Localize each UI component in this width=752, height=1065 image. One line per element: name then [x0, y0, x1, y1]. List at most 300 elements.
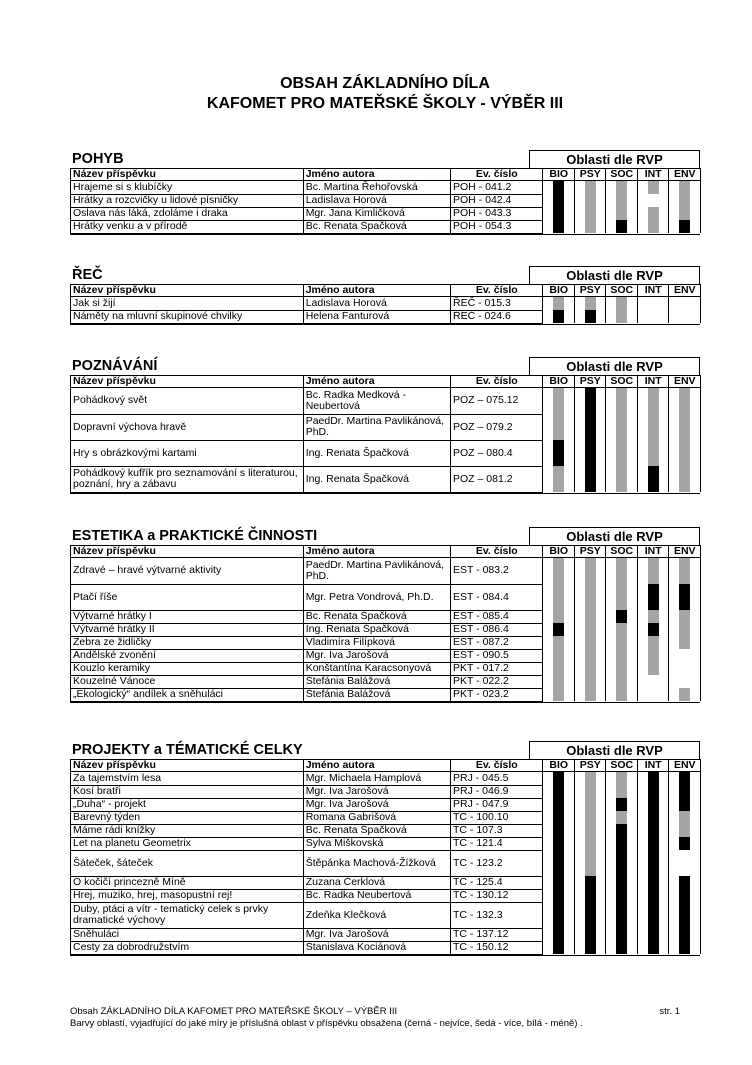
- area-level-bar-int: [648, 310, 659, 323]
- area-level-bar-psy: [585, 811, 596, 824]
- area-cell: [543, 876, 575, 889]
- row-author: Romana Gabrišová: [303, 811, 450, 824]
- row-title: Výtvarné hrátky I: [71, 610, 304, 623]
- row-ev-number: TC - 132.3: [451, 902, 543, 928]
- column-header-area: BIO: [543, 285, 575, 297]
- area-level-bar-bio: [553, 194, 564, 207]
- area-cell: [669, 558, 701, 585]
- area-level-bar-bio: [553, 785, 564, 798]
- section-header: [70, 741, 700, 759]
- area-cell: [543, 207, 575, 220]
- area-level-bar-soc: [616, 675, 627, 688]
- row-author: Vladimíra Filípková: [303, 636, 450, 649]
- row-ev-number: EST - 084.4: [451, 584, 543, 610]
- area-cell: [543, 811, 575, 824]
- area-level-bar-soc: [616, 297, 627, 310]
- section-title: POHYB: [72, 151, 124, 167]
- area-cell: [543, 194, 575, 207]
- column-header-area: PSY: [574, 546, 606, 558]
- area-cell: [637, 414, 669, 440]
- area-cell: [606, 902, 638, 928]
- area-cell: [606, 798, 638, 811]
- area-level-bar-env: [679, 675, 690, 688]
- area-level-bar-soc: [616, 181, 627, 194]
- table-row: [71, 688, 701, 701]
- table-row: [71, 850, 701, 876]
- area-level-bar-env: [679, 824, 690, 837]
- area-cell: [669, 610, 701, 623]
- table-row: [71, 889, 701, 902]
- rvp-header: Oblasti dle RVP: [529, 741, 700, 759]
- area-cell: [574, 388, 606, 415]
- area-level-bar-int: [648, 440, 659, 466]
- area-level-bar-psy: [585, 584, 596, 610]
- table-row: [71, 772, 701, 786]
- area-cell: [637, 623, 669, 636]
- row-ev-number: PRJ - 046.9: [451, 785, 543, 798]
- area-level-bar-env: [679, 837, 690, 850]
- area-cell: [669, 785, 701, 798]
- column-header-area: SOC: [606, 169, 638, 181]
- area-cell: [574, 440, 606, 466]
- area-level-bar-env: [679, 310, 690, 323]
- area-cell: [637, 207, 669, 220]
- column-header-author: Jméno autora: [303, 760, 450, 772]
- area-level-bar-soc: [616, 837, 627, 850]
- column-header-area: BIO: [543, 376, 575, 388]
- area-level-bar-soc: [616, 388, 627, 414]
- column-header-area: PSY: [574, 285, 606, 297]
- area-cell: [574, 636, 606, 649]
- area-level-bar-psy: [585, 889, 596, 902]
- column-header-area: BIO: [543, 760, 575, 772]
- column-header-area: PSY: [574, 169, 606, 181]
- area-cell: [606, 837, 638, 850]
- row-author: Mgr. Jana Kimličková: [303, 207, 450, 220]
- table-row: [71, 388, 701, 415]
- area-cell: [606, 610, 638, 623]
- row-author: Ing. Renata Špačková: [303, 440, 450, 466]
- area-cell: [543, 941, 575, 954]
- area-cell: [669, 466, 701, 492]
- row-author: Mgr. Michaela Hamplová: [303, 772, 450, 786]
- area-level-bar-soc: [616, 928, 627, 941]
- area-level-bar-psy: [585, 220, 596, 233]
- area-level-bar-soc: [616, 440, 627, 466]
- row-author: Mgr. Petra Vondrová, Ph.D.: [303, 584, 450, 610]
- area-level-bar-psy: [585, 902, 596, 928]
- row-author: Bc. Radka Medková - Neubertová: [303, 388, 450, 415]
- table-row: [71, 558, 701, 585]
- area-cell: [606, 941, 638, 954]
- area-cell: [574, 675, 606, 688]
- area-level-bar-bio: [553, 902, 564, 928]
- area-level-bar-soc: [616, 941, 627, 954]
- table-row: [71, 928, 701, 941]
- area-level-bar-soc: [616, 220, 627, 233]
- column-header-row: [71, 169, 701, 181]
- area-cell: [606, 636, 638, 649]
- area-cell: [669, 902, 701, 928]
- area-level-bar-psy: [585, 876, 596, 889]
- area-cell: [637, 584, 669, 610]
- row-author: Ladislava Horová: [303, 297, 450, 311]
- column-header-author: Jméno autora: [303, 376, 450, 388]
- column-header-area: PSY: [574, 760, 606, 772]
- row-author: PaedDr. Martina Pavlikánová, PhD.: [303, 558, 450, 585]
- row-title: Hrej, muziko, hrej, masopustní rej!: [71, 889, 304, 902]
- column-header-author: Jméno autora: [303, 285, 450, 297]
- area-cell: [669, 941, 701, 954]
- table-row: [71, 623, 701, 636]
- area-level-bar-env: [679, 772, 690, 785]
- area-cell: [574, 649, 606, 662]
- column-header-area: ENV: [669, 285, 701, 297]
- area-cell: [637, 558, 669, 585]
- area-cell: [637, 688, 669, 701]
- rvp-header: Oblasti dle RVP: [529, 357, 700, 375]
- row-ev-number: POH - 041.2: [451, 181, 543, 195]
- area-level-bar-int: [648, 649, 659, 662]
- row-ev-number: POZ – 081.2: [451, 466, 543, 492]
- area-cell: [543, 688, 575, 701]
- table-row: [71, 649, 701, 662]
- column-header-area: ENV: [669, 376, 701, 388]
- row-title: Cesty za dobrodružstvím: [71, 941, 304, 954]
- area-cell: [574, 772, 606, 786]
- row-title: Oslava nás láká, zdoláme i draka: [71, 207, 304, 220]
- area-level-bar-int: [648, 220, 659, 233]
- area-cell: [574, 297, 606, 311]
- row-author: Mgr. Iva Jarošová: [303, 649, 450, 662]
- row-ev-number: ŘEČ - 015.3: [451, 297, 543, 311]
- area-level-bar-int: [648, 662, 659, 675]
- area-cell: [574, 688, 606, 701]
- column-header-title: Název příspěvku: [71, 546, 304, 558]
- area-cell: [669, 194, 701, 207]
- area-cell: [606, 466, 638, 492]
- area-cell: [543, 466, 575, 492]
- area-cell: [574, 207, 606, 220]
- row-title: Zebra ze židličky: [71, 636, 304, 649]
- area-cell: [669, 889, 701, 902]
- rvp-header: Oblasti dle RVP: [529, 150, 700, 168]
- row-ev-number: TC - 121.4: [451, 837, 543, 850]
- area-cell: [606, 440, 638, 466]
- row-ev-number: PKT - 023.2: [451, 688, 543, 701]
- row-author: Sylva Miškovská: [303, 837, 450, 850]
- column-header-author: Jméno autora: [303, 169, 450, 181]
- area-cell: [574, 310, 606, 323]
- table-row: [71, 798, 701, 811]
- area-cell: [606, 824, 638, 837]
- area-cell: [543, 837, 575, 850]
- row-title: Duby, ptáci a vítr - tematický celek s prvky dramatické výchovy: [71, 902, 304, 928]
- table-row: [71, 207, 701, 220]
- area-level-bar-psy: [585, 310, 596, 323]
- column-header-title: Název příspěvku: [71, 169, 304, 181]
- area-cell: [543, 414, 575, 440]
- column-header-ev: Ev. číslo: [451, 169, 543, 181]
- section-title: ESTETIKA a PRAKTICKÉ ČINNOSTI: [72, 528, 318, 544]
- area-level-bar-int: [648, 388, 659, 414]
- area-level-bar-bio: [553, 310, 564, 323]
- table-row: [71, 584, 701, 610]
- column-header-area: SOC: [606, 285, 638, 297]
- row-title: Ptačí říše: [71, 584, 304, 610]
- area-level-bar-psy: [585, 297, 596, 310]
- area-level-bar-bio: [553, 207, 564, 220]
- table-row: [71, 902, 701, 928]
- row-author: Mgr. Iva Jarošová: [303, 785, 450, 798]
- area-cell: [637, 811, 669, 824]
- area-level-bar-bio: [553, 811, 564, 824]
- area-cell: [669, 297, 701, 311]
- section-3: [70, 357, 700, 494]
- area-cell: [637, 928, 669, 941]
- row-author: PaedDr. Martina Pavlikánová, PhD.: [303, 414, 450, 440]
- row-ev-number: TC - 150.12: [451, 941, 543, 954]
- area-cell: [669, 207, 701, 220]
- area-cell: [606, 772, 638, 786]
- section-header: [70, 150, 700, 168]
- row-title: Dopravní výchova hravě: [71, 414, 304, 440]
- row-author: Bc. Radka Neubertová: [303, 889, 450, 902]
- area-cell: [669, 798, 701, 811]
- section-header: [70, 266, 700, 284]
- area-cell: [574, 902, 606, 928]
- area-level-bar-psy: [585, 941, 596, 954]
- area-level-bar-env: [679, 297, 690, 310]
- area-level-bar-soc: [616, 889, 627, 902]
- area-cell: [669, 649, 701, 662]
- footer: [70, 1006, 680, 1030]
- area-level-bar-soc: [616, 610, 627, 623]
- area-cell: [637, 785, 669, 798]
- area-cell: [606, 414, 638, 440]
- area-cell: [574, 850, 606, 876]
- section-table: [70, 545, 701, 702]
- area-cell: [606, 181, 638, 195]
- area-level-bar-bio: [553, 675, 564, 688]
- column-header-area: ENV: [669, 546, 701, 558]
- area-cell: [543, 297, 575, 311]
- area-cell: [543, 610, 575, 623]
- area-level-bar-psy: [585, 207, 596, 220]
- row-title: Máme rádi knížky: [71, 824, 304, 837]
- row-author: Ing. Renata Špačková: [303, 466, 450, 492]
- area-level-bar-soc: [616, 414, 627, 440]
- area-cell: [637, 297, 669, 311]
- section-table: [70, 759, 701, 955]
- row-ev-number: EST - 087.2: [451, 636, 543, 649]
- row-author: Štefánia Balážová: [303, 688, 450, 701]
- area-cell: [574, 466, 606, 492]
- area-level-bar-int: [648, 876, 659, 889]
- area-cell: [669, 850, 701, 876]
- area-level-bar-env: [679, 785, 690, 798]
- area-level-bar-int: [648, 798, 659, 811]
- row-title: „Ekologický“ andílek a sněhuláci: [71, 688, 304, 701]
- area-level-bar-soc: [616, 772, 627, 785]
- row-title: Kosí bratři: [71, 785, 304, 798]
- area-cell: [606, 310, 638, 323]
- area-cell: [543, 636, 575, 649]
- area-cell: [543, 558, 575, 585]
- row-title: Pohádkový svět: [71, 388, 304, 415]
- row-ev-number: EST - 083.2: [451, 558, 543, 585]
- row-title: Za tajemstvím lesa: [71, 772, 304, 786]
- area-level-bar-env: [679, 876, 690, 889]
- row-title: Hry s obrázkovými kartami: [71, 440, 304, 466]
- column-header-ev: Ev. číslo: [451, 376, 543, 388]
- row-title: Pohádkový kufřík pro seznamování s literaturou, poznání, hry a zábavu: [71, 466, 304, 492]
- area-level-bar-psy: [585, 388, 596, 414]
- area-cell: [637, 772, 669, 786]
- area-cell: [606, 649, 638, 662]
- row-author: Bc. Renata Špačková: [303, 220, 450, 233]
- area-level-bar-int: [648, 675, 659, 688]
- area-level-bar-env: [679, 688, 690, 701]
- area-cell: [543, 310, 575, 323]
- row-ev-number: POZ – 080.4: [451, 440, 543, 466]
- area-level-bar-bio: [553, 623, 564, 636]
- area-cell: [606, 194, 638, 207]
- area-level-bar-soc: [616, 649, 627, 662]
- area-cell: [637, 310, 669, 323]
- area-cell: [606, 558, 638, 585]
- area-level-bar-psy: [585, 662, 596, 675]
- area-cell: [637, 649, 669, 662]
- area-level-bar-psy: [585, 558, 596, 584]
- area-cell: [669, 688, 701, 701]
- section-2: [70, 266, 700, 325]
- row-title: Zdravé – hravé výtvarné aktivity: [71, 558, 304, 585]
- column-header-area: SOC: [606, 376, 638, 388]
- area-level-bar-int: [648, 414, 659, 440]
- section-table: [70, 168, 701, 234]
- area-level-bar-env: [679, 623, 690, 636]
- area-cell: [574, 181, 606, 195]
- row-title: Hrátky venku a v přírodě: [71, 220, 304, 233]
- column-header-ev: Ev. číslo: [451, 760, 543, 772]
- row-ev-number: TC - 107.3: [451, 824, 543, 837]
- row-title: „Duha“ - projekt: [71, 798, 304, 811]
- area-level-bar-psy: [585, 440, 596, 466]
- area-level-bar-env: [679, 649, 690, 662]
- row-author: Zdeňka Klečková: [303, 902, 450, 928]
- column-header-area: INT: [637, 169, 669, 181]
- area-level-bar-soc: [616, 584, 627, 610]
- area-cell: [543, 850, 575, 876]
- row-title: Hrátky a rozcvičky u lidové písničky: [71, 194, 304, 207]
- area-level-bar-bio: [553, 388, 564, 414]
- area-cell: [606, 297, 638, 311]
- row-author: Zuzana Čerklová: [303, 876, 450, 889]
- row-ev-number: PKT - 022.2: [451, 675, 543, 688]
- area-level-bar-env: [679, 558, 690, 584]
- area-cell: [637, 662, 669, 675]
- area-level-bar-bio: [553, 558, 564, 584]
- area-level-bar-bio: [553, 772, 564, 785]
- area-cell: [543, 889, 575, 902]
- row-title: Let na planetu Geometrix: [71, 837, 304, 850]
- area-level-bar-soc: [616, 850, 627, 876]
- area-level-bar-env: [679, 928, 690, 941]
- area-cell: [637, 636, 669, 649]
- area-cell: [606, 876, 638, 889]
- row-ev-number: EST - 090.5: [451, 649, 543, 662]
- row-author: Bc. Martina Řehořovská: [303, 181, 450, 195]
- area-level-bar-soc: [616, 466, 627, 492]
- title-line-1: OBSAH ZÁKLADNÍHO DÍLA: [280, 75, 490, 92]
- area-cell: [606, 811, 638, 824]
- area-cell: [637, 876, 669, 889]
- area-level-bar-int: [648, 785, 659, 798]
- area-level-bar-int: [648, 902, 659, 928]
- area-level-bar-psy: [585, 414, 596, 440]
- area-cell: [669, 772, 701, 786]
- row-author: Mgr. Iva Jarošová: [303, 928, 450, 941]
- column-header-row: [71, 285, 701, 297]
- area-level-bar-int: [648, 928, 659, 941]
- area-level-bar-psy: [585, 181, 596, 194]
- table-row: [71, 610, 701, 623]
- area-level-bar-psy: [585, 850, 596, 876]
- area-cell: [669, 636, 701, 649]
- section-5: [70, 741, 700, 956]
- area-cell: [669, 623, 701, 636]
- area-level-bar-env: [679, 584, 690, 610]
- column-header-row: [71, 546, 701, 558]
- area-level-bar-psy: [585, 824, 596, 837]
- area-level-bar-env: [679, 798, 690, 811]
- area-cell: [669, 414, 701, 440]
- area-cell: [606, 388, 638, 415]
- area-cell: [574, 941, 606, 954]
- row-ev-number: ŘEČ - 024.6: [451, 310, 543, 323]
- area-level-bar-psy: [585, 194, 596, 207]
- area-level-bar-soc: [616, 194, 627, 207]
- area-cell: [543, 440, 575, 466]
- area-cell: [637, 798, 669, 811]
- area-level-bar-soc: [616, 876, 627, 889]
- row-ev-number: TC - 130.12: [451, 889, 543, 902]
- row-author: Helena Fanturová: [303, 310, 450, 323]
- area-level-bar-env: [679, 902, 690, 928]
- area-cell: [606, 928, 638, 941]
- area-cell: [543, 902, 575, 928]
- area-level-bar-int: [648, 558, 659, 584]
- row-author: Štěpánka Machová-Žížková: [303, 850, 450, 876]
- table-row: [71, 662, 701, 675]
- table-row: [71, 220, 701, 233]
- area-level-bar-env: [679, 610, 690, 623]
- area-cell: [543, 662, 575, 675]
- area-level-bar-env: [679, 207, 690, 220]
- area-cell: [637, 837, 669, 850]
- area-level-bar-bio: [553, 297, 564, 310]
- table-row: [71, 194, 701, 207]
- column-header-area: INT: [637, 546, 669, 558]
- table-row: [71, 675, 701, 688]
- area-level-bar-psy: [585, 928, 596, 941]
- area-cell: [669, 811, 701, 824]
- column-header-area: BIO: [543, 169, 575, 181]
- area-level-bar-psy: [585, 649, 596, 662]
- area-level-bar-psy: [585, 798, 596, 811]
- area-level-bar-psy: [585, 675, 596, 688]
